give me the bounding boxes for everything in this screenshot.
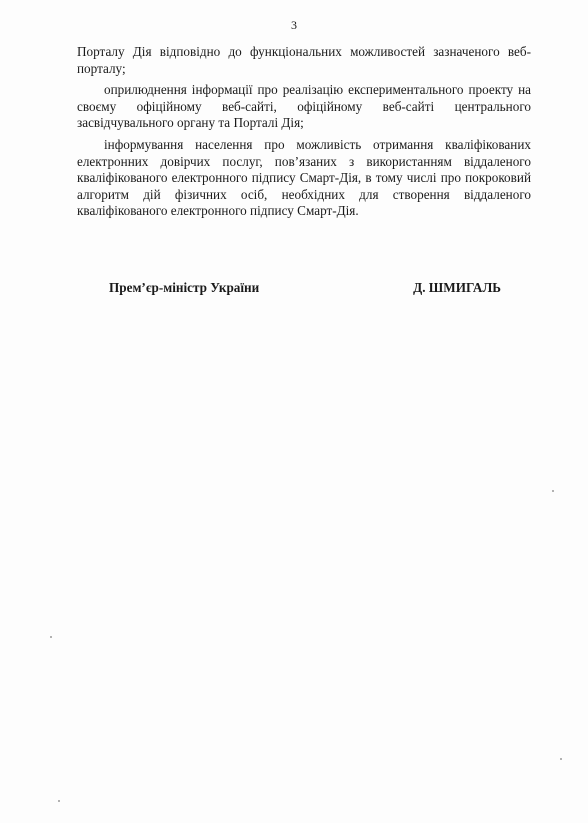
scan-speck <box>560 758 562 760</box>
signatory-name: Д. ШМИГАЛЬ <box>413 280 501 295</box>
scan-speck <box>58 800 60 802</box>
scan-speck <box>50 636 52 638</box>
scan-speck <box>552 490 554 492</box>
paragraph-public-information: інформування населення про можливість отримання кваліфікованих електронних довірчих послуг, пов’язаних з використанням віддаленого кваліфікованого електронного підпису Смарт-Дія, в тому числі про покроковий алгоритм дій фізичних осіб, необхідних для створення віддаленого кваліфікованого електронного підпису Смарт-Дія. <box>77 136 531 219</box>
page-number: 3 <box>291 18 297 32</box>
document-body <box>77 44 531 225</box>
paragraph-portal-functions: Порталу Дія відповідно до функціональних можливостей зазначеного веб-порталу; <box>77 44 531 76</box>
signatory-title: Прем’єр-міністр України <box>109 280 260 295</box>
paragraph-publication: оприлюднення інформації про реалізацію експериментального проекту на своєму офіційному веб-сайті, офіційному веб-сайті центрального засвідчувального органу та Порталі Дія; <box>77 82 531 131</box>
signature-block <box>109 280 501 298</box>
